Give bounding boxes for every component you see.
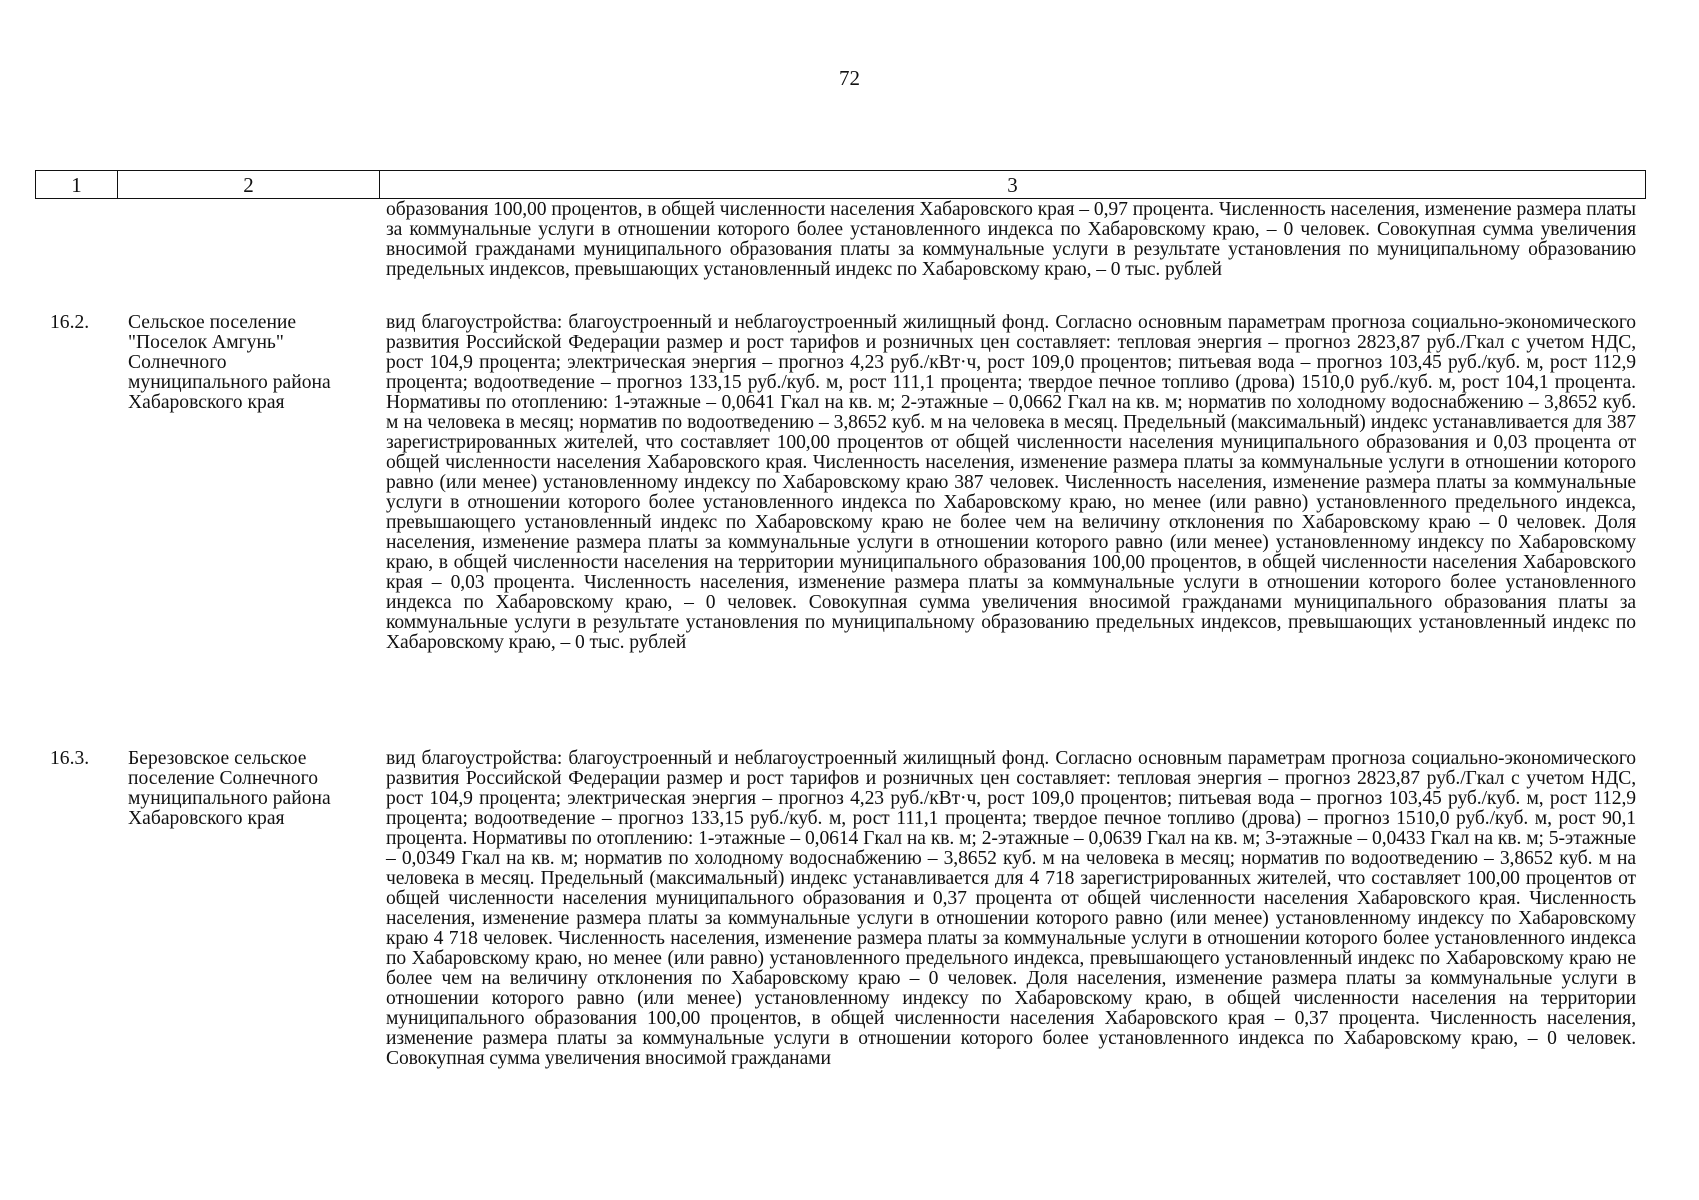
header-col-3: 3 <box>1007 172 1018 197</box>
municipality-name: Сельское поселение "Поселок Амгунь" Солнечного муниципального района Хабаровского края <box>128 312 331 413</box>
municipality-name: Березовское сельское поселение Солнечного муниципального района Хабаровского края <box>128 748 331 829</box>
table-header <box>35 170 1646 199</box>
continuation-text: образования 100,00 процентов, в общей численности населения Хабаровского края – 0,97 процента. Численность населения, изменение размера платы за коммунальные услуги в отношении которого более установленного индекса по Хабаровскому краю, – 0 человек. Совокупная сумма увеличения вносимой гражданами муниципального образования платы за коммунальные услуги в результате установления по муниципальному образованию предельных индексов, превышающих установленный индекс по Хабаровскому краю, – 0 тыс. рублей <box>386 199 1636 280</box>
header-col-2: 2 <box>118 171 380 198</box>
page-number: 72 <box>839 66 860 90</box>
header-col-1: 1 <box>36 171 118 198</box>
row-description: вид благоустройства: благоустроенный и неблагоустроенный жилищный фонд. Согласно основным параметрам прогноза социально-экономического развития Российской Федерации размер и рост тарифов и розничных цен составляет: тепловая энергия – прогноз 2823,87 руб./Гкал с учетом НДС, рост 104,9 процента; электрическая энергия – прогноз 4,23 руб./кВт·ч, рост 109,0 процентов; питьевая вода – прогноз 103,45 руб./куб. м, рост 112,9 процента; водоотведение – прогноз 133,15 руб./куб. м, рост 111,1 процента; твердое печное топливо (дрова) – прогноз 1510,0 руб./куб. м, рост 90,1 процента. Нормативы по отоплению: 1-этажные – 0,0614 Гкал на кв. м; 2-этажные – 0,0639 Гкал на кв. м; 3-этажные – 0,0433 Гкал на кв. м; 5-этажные – 0,0349 Гкал на кв. м; норматив по холодному водоснабжению – 3,8652 куб. м на человека в месяц; норматив по водоотведению – 3,8652 куб. м на человека в месяц. Предельный (максимальный) индекс устанавливается для 4 718 зарегистрированных жителей, что составляет 100,00 процентов от общей численности населения муниципального образования и 0,37 процента от общей численности населения Хабаровского края. Численность населения, изменение размера платы за коммунальные услуги в отношении которого равно (или менее) установленному индексу по Хабаровскому краю 4 718 человек. Численность населения, изменение размера платы за коммунальные услуги в отношении которого более установленного индекса по Хабаровскому краю, но менее (или равно) установленного предельного индекса, превышающего установленный индекс по Хабаровскому краю не более чем на величину отклонения по Хабаровскому краю – 0 человек. Доля населения, изменение размера платы за коммунальные услуги в отношении которого равно (или менее) установленному индексу по Хабаровскому краю, в общей численности населения на территории муниципального образования 100,00 процентов, в общей численности населения Хабаровского края – 0,37 процента. Численность населения, изменение размера платы за коммунальные услуги в отношении которого более установленного индекса по Хабаровскому краю, – 0 человек. Совокупная сумма увеличения вносимой гражданами <box>386 748 1636 1069</box>
row-description: вид благоустройства: благоустроенный и неблагоустроенный жилищный фонд. Согласно основным параметрам прогноза социально-экономического развития Российской Федерации размер и рост тарифов и розничных цен составляет: тепловая энергия – прогноз 2823,87 руб./Гкал с учетом НДС, рост 104,9 процента; электрическая энергия – прогноз 4,23 руб./кВт·ч, рост 109,0 процентов; питьевая вода – прогноз 103,45 руб./куб. м, рост 112,9 процента; водоотведение – прогноз 133,15 руб./куб. м, рост 111,1 процента; твердое печное топливо (дрова) 1510,0 руб./куб. м, рост 104,1 процента. Нормативы по отоплению: 1-этажные – 0,0641 Гкал на кв. м; 2-этажные – 0,0662 Гкал на кв. м; норматив по холодному водоснабжению – 3,8652 куб. м на человека в месяц; норматив по водоотведению – 3,8652 куб. м на человека в месяц. Предельный (максимальный) индекс устанавливается для 387 зарегистрированных жителей, что составляет 100,00 процентов от общей численности населения муниципального образования и 0,03 процента от общей численности населения Хабаровского края. Численность населения, изменение размера платы за коммунальные услуги в отношении которого равно (или менее) установленному индексу по Хабаровскому краю 387 человек. Численность населения, изменение размера платы за коммунальные услуги в отношении которого более установленного индекса по Хабаровскому краю, но менее (или равно) установленного предельного индекса, превышающего установленный индекс по Хабаровскому краю не более чем на величину отклонения по Хабаровскому краю – 0 человек. Доля населения, изменение размера платы за коммунальные услуги в отношении которого равно (или менее) установленному индексу по Хабаровскому краю, в общей численности населения на территории муниципального образования 100,00 процентов, в общей численности населения Хабаровского края – 0,03 процента. Численность населения, изменение размера платы за коммунальные услуги в отношении которого более установленного индекса по Хабаровскому краю, – 0 человек. Совокупная сумма увеличения вносимой гражданами муниципального образования платы за коммунальные услуги в результате установления по муниципальному образованию предельных индексов, превышающих установленный индекс по Хабаровскому краю, – 0 тыс. рублей <box>386 312 1636 653</box>
row-number: 16.2. <box>50 312 90 333</box>
row-number: 16.3. <box>50 748 90 769</box>
